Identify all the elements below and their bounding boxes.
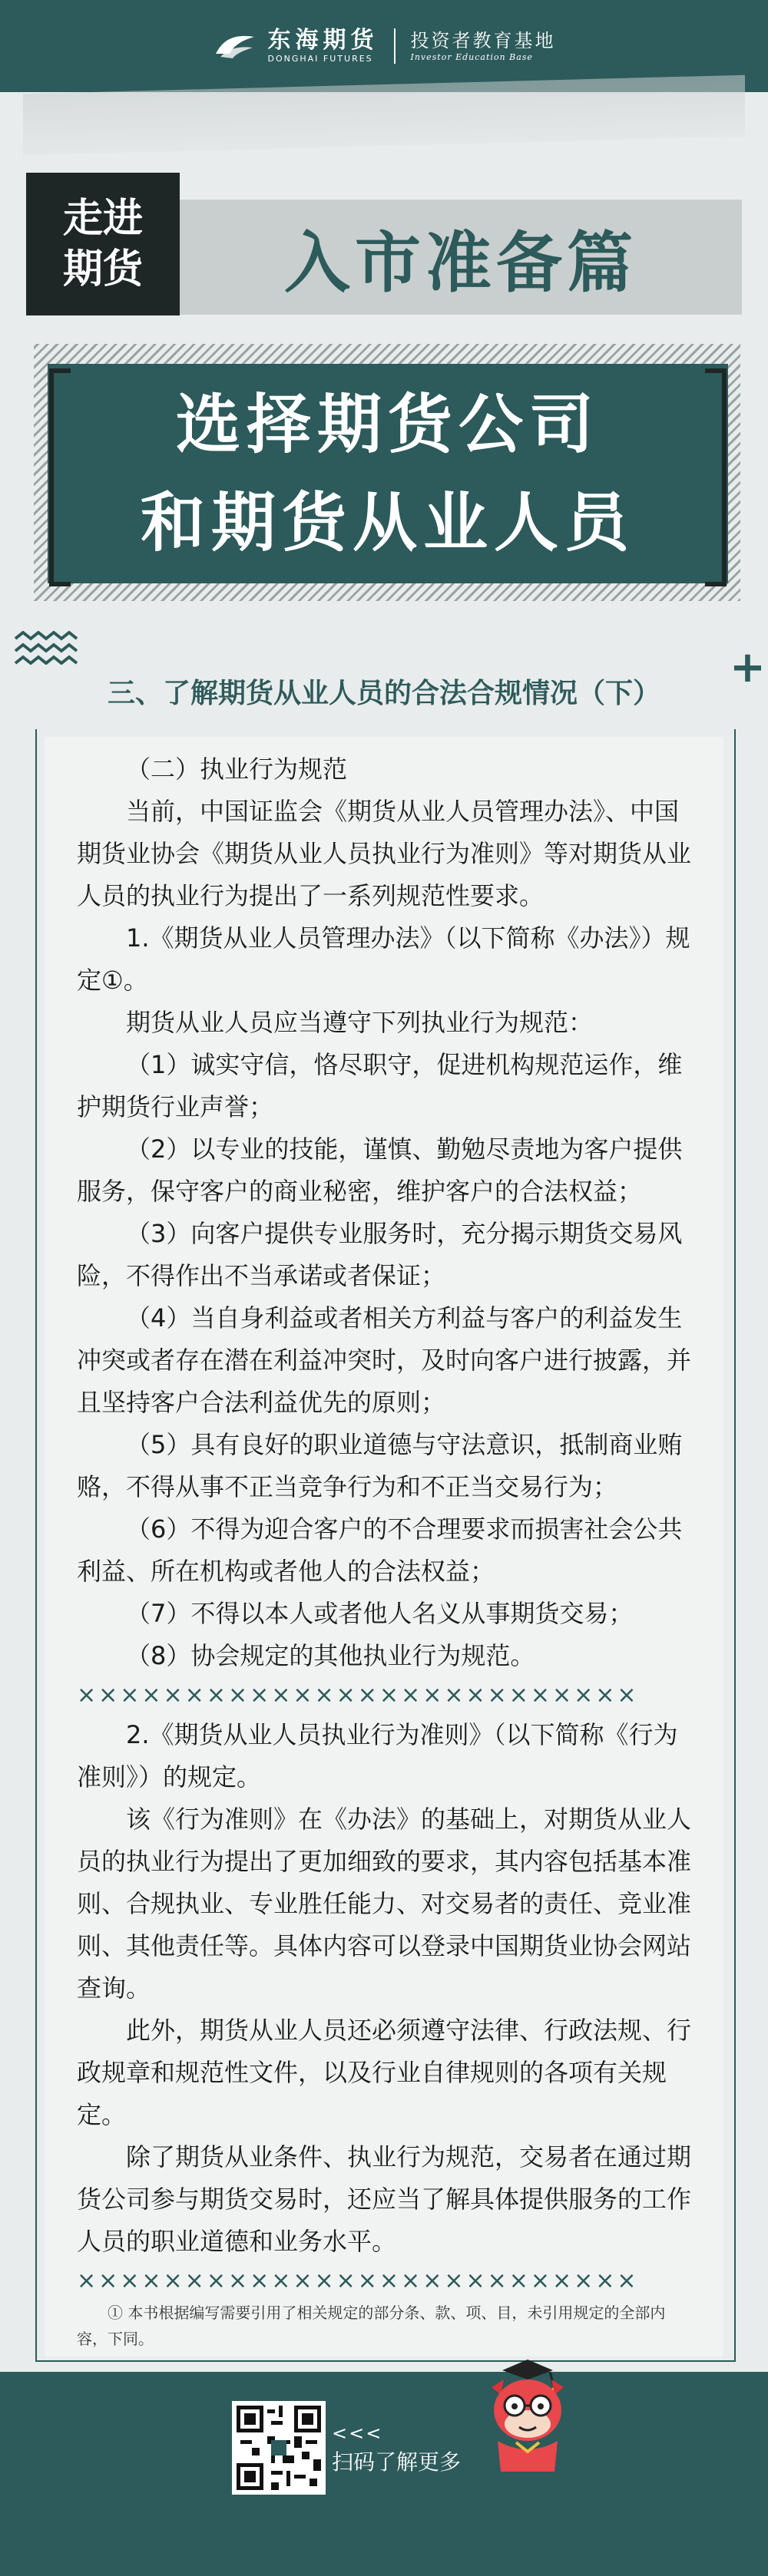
series-title-text: 入市准备篇 [284,225,637,302]
list-item: （5）具有良好的职业道德与守法意识，抵制商业贿赂，不得从事不正当竞争行为和不正当交易行为； [77,1430,683,1501]
series-badge-line1: 走进 [62,196,143,242]
scan-prompt: 扫码了解更多 [332,2449,462,2475]
paragraph: 1.《期货从业人员管理办法》（以下简称《办法》）规定①。 [77,923,690,995]
list-item: （1）诚实守信，恪尽职守，促进机构规范运作，维护期货行业声誉； [77,1050,683,1121]
list-item: （6）不得为迎合客户的不合理要求而损害社会公共利益、所在机构或者他人的合法权益； [77,1514,683,1586]
tagline-en: Investor Education Base [410,52,533,62]
right-bracket-decoration [705,368,727,586]
separator-line: ×××××××××××××××××××××××××× [77,2267,639,2294]
list-item: （8）协会规定的其他执业行为规范。 [126,1641,535,1670]
paragraph: 2.《期货从业人员执业行为准则》（以下简称《行为准则》）的规定。 [77,1720,678,1792]
plus-icon: + [730,642,766,692]
paragraph: 期货从业人员应当遵守下列执业行为规范： [126,1008,594,1037]
qr-code-icon [237,2406,321,2490]
paragraph: 当前，中国证监会《期货从业人员管理办法》、中国期货业协会《期货从业人员执业行为准则》等对期货从业人员的执业行为提出了一系列规范性要求。 [77,797,692,910]
brand-name: 东海期货 [267,27,379,54]
article-body [77,748,691,2352]
donghai-logo-icon [213,31,257,61]
left-bracket-decoration [49,368,71,586]
title-banner [48,364,728,583]
series-badge [26,173,180,315]
brand-name-en: DONGHAI FUTURES [267,54,373,64]
section-title: 三、了解期货从业人员的合法合规情况（下） [107,677,660,709]
list-item: （7）不得以本人或者他人名义从事期货交易； [126,1599,634,1628]
arrows-icon: <<< [332,2422,383,2444]
paragraph: 除了期货从业条件、执业行为规范，交易者在通过期货公司参与期货交易时，还应当了解具体提供服务的工作人员的职业道德和业务水平。 [77,2142,692,2256]
dragon-mascot-icon [470,2356,585,2472]
tagline-cn: 投资者教育基地 [410,30,556,51]
separator-line: ×××××××××××××××××××××××××× [77,1682,639,1709]
list-item: （4）当自身利益或者相关方利益与客户的利益发生冲突或者存在潜在利益冲突时，及时向客户进行披露，并且坚持客户合法利益优先的原则； [77,1303,692,1417]
qr-code[interactable] [232,2401,326,2495]
paragraph: 该《行为准则》在《办法》的基础上，对期货从业人员的执业行为提出了更加细致的要求，其内容包括基本准则、合规执业、专业胜任能力、对交易者的责任、竞业准则、其他责任等。具体内容可以登录中国期货业协会网站查询。 [77,1805,692,2003]
header-divider [394,28,396,64]
list-item: （3）向客户提供专业服务时，充分揭示期货交易风险，不得作出不当承诺或者保证； [77,1219,683,1290]
list-item: （2）以专业的技能，谨慎、勤勉尽责地为客户提供服务，保守客户的商业秘密，维护客户的合法权益； [77,1134,683,1206]
series-badge-line2: 期货 [62,246,143,292]
zigzag-icon [14,631,80,665]
tagline [411,29,556,63]
brand [268,28,379,64]
series-title [180,200,742,315]
paragraph-heading: （二）执业行为规范 [126,755,348,784]
banner-line1: 选择期货公司 [175,387,600,462]
paragraph: 此外，期货从业人员还必须遵守法律、行政法规、行政规章和规范性文件，以及行业自律规则的各项有关规定。 [77,2016,692,2129]
banner-line2: 和期货从业人员 [140,485,635,560]
footnote: ① 本书根据编写需要引用了相关规定的部分条、款、项、目，未引用规定的全部内容，下同。 [77,2304,666,2348]
